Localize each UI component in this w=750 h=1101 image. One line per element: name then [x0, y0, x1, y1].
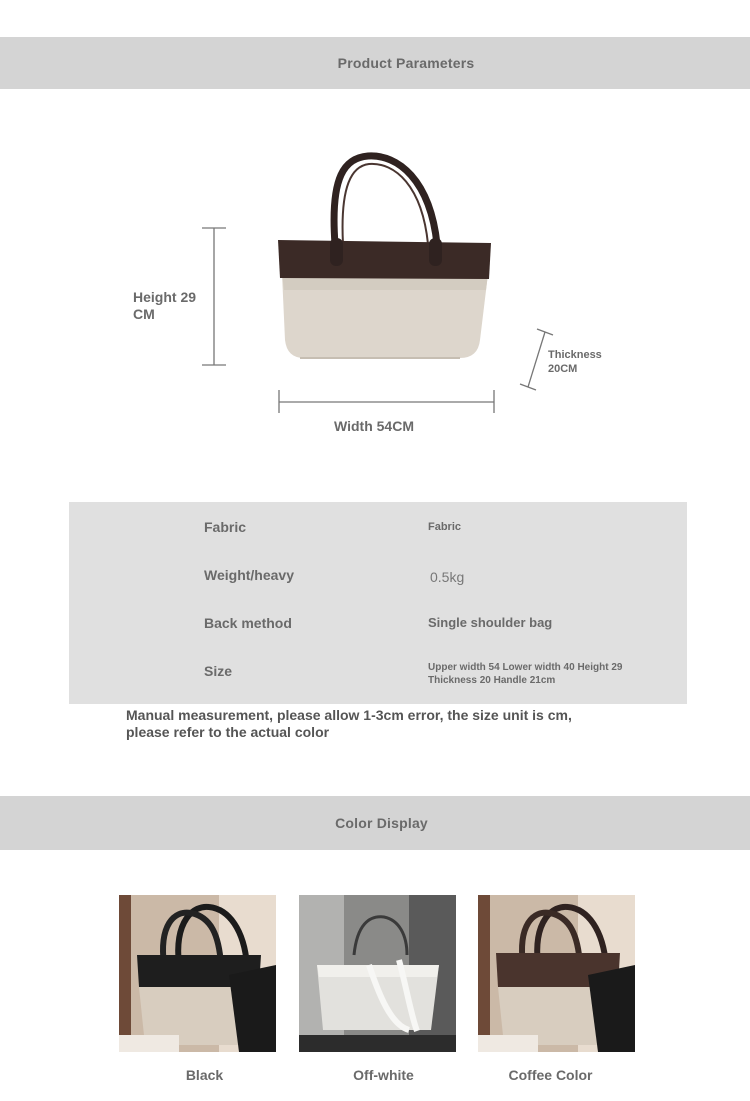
- bag-photo-coffee: [478, 895, 635, 1052]
- section-title: Product Parameters: [337, 55, 475, 71]
- measurement-note: Manual measurement, please allow 1-3cm error, the size unit is cm, please refer to the actual color: [126, 707, 572, 740]
- color-label-off-white: Off-white: [353, 1067, 414, 1083]
- width-label: Width 54CM: [334, 418, 414, 434]
- color-swatch-off-white[interactable]: [299, 895, 456, 1052]
- param-key: Weight/heavy: [204, 567, 294, 583]
- param-value: 0.5kg: [430, 569, 465, 585]
- width-dimension-line: [279, 390, 494, 413]
- bag-dimension-diagram: [0, 0, 750, 470]
- bag-photo-off-white: [299, 895, 456, 1052]
- param-value: Fabric: [428, 521, 462, 533]
- color-swatch-coffee[interactable]: [478, 895, 635, 1052]
- param-key: Size: [204, 663, 233, 679]
- tote-bag-image: [278, 156, 491, 358]
- param-key: Fabric: [204, 519, 247, 535]
- color-label-coffee: Coffee Color: [508, 1067, 593, 1083]
- parameter-table: [69, 502, 687, 704]
- param-value: Upper width 54 Lower width 40 Height 29 Thickness 20 Handle 21cm: [428, 662, 623, 686]
- height-label: Height 29 CM: [133, 289, 197, 322]
- param-value: Single shoulder bag: [428, 615, 553, 630]
- color-label-black: Black: [185, 1067, 224, 1083]
- section-title: Color Display: [335, 815, 428, 831]
- color-swatch-black[interactable]: [119, 895, 276, 1052]
- section-header-color-display: [0, 796, 750, 850]
- thickness-label: Thickness 20CM: [548, 349, 602, 375]
- param-key: Back method: [204, 615, 292, 631]
- bag-photo-black: [119, 895, 276, 1052]
